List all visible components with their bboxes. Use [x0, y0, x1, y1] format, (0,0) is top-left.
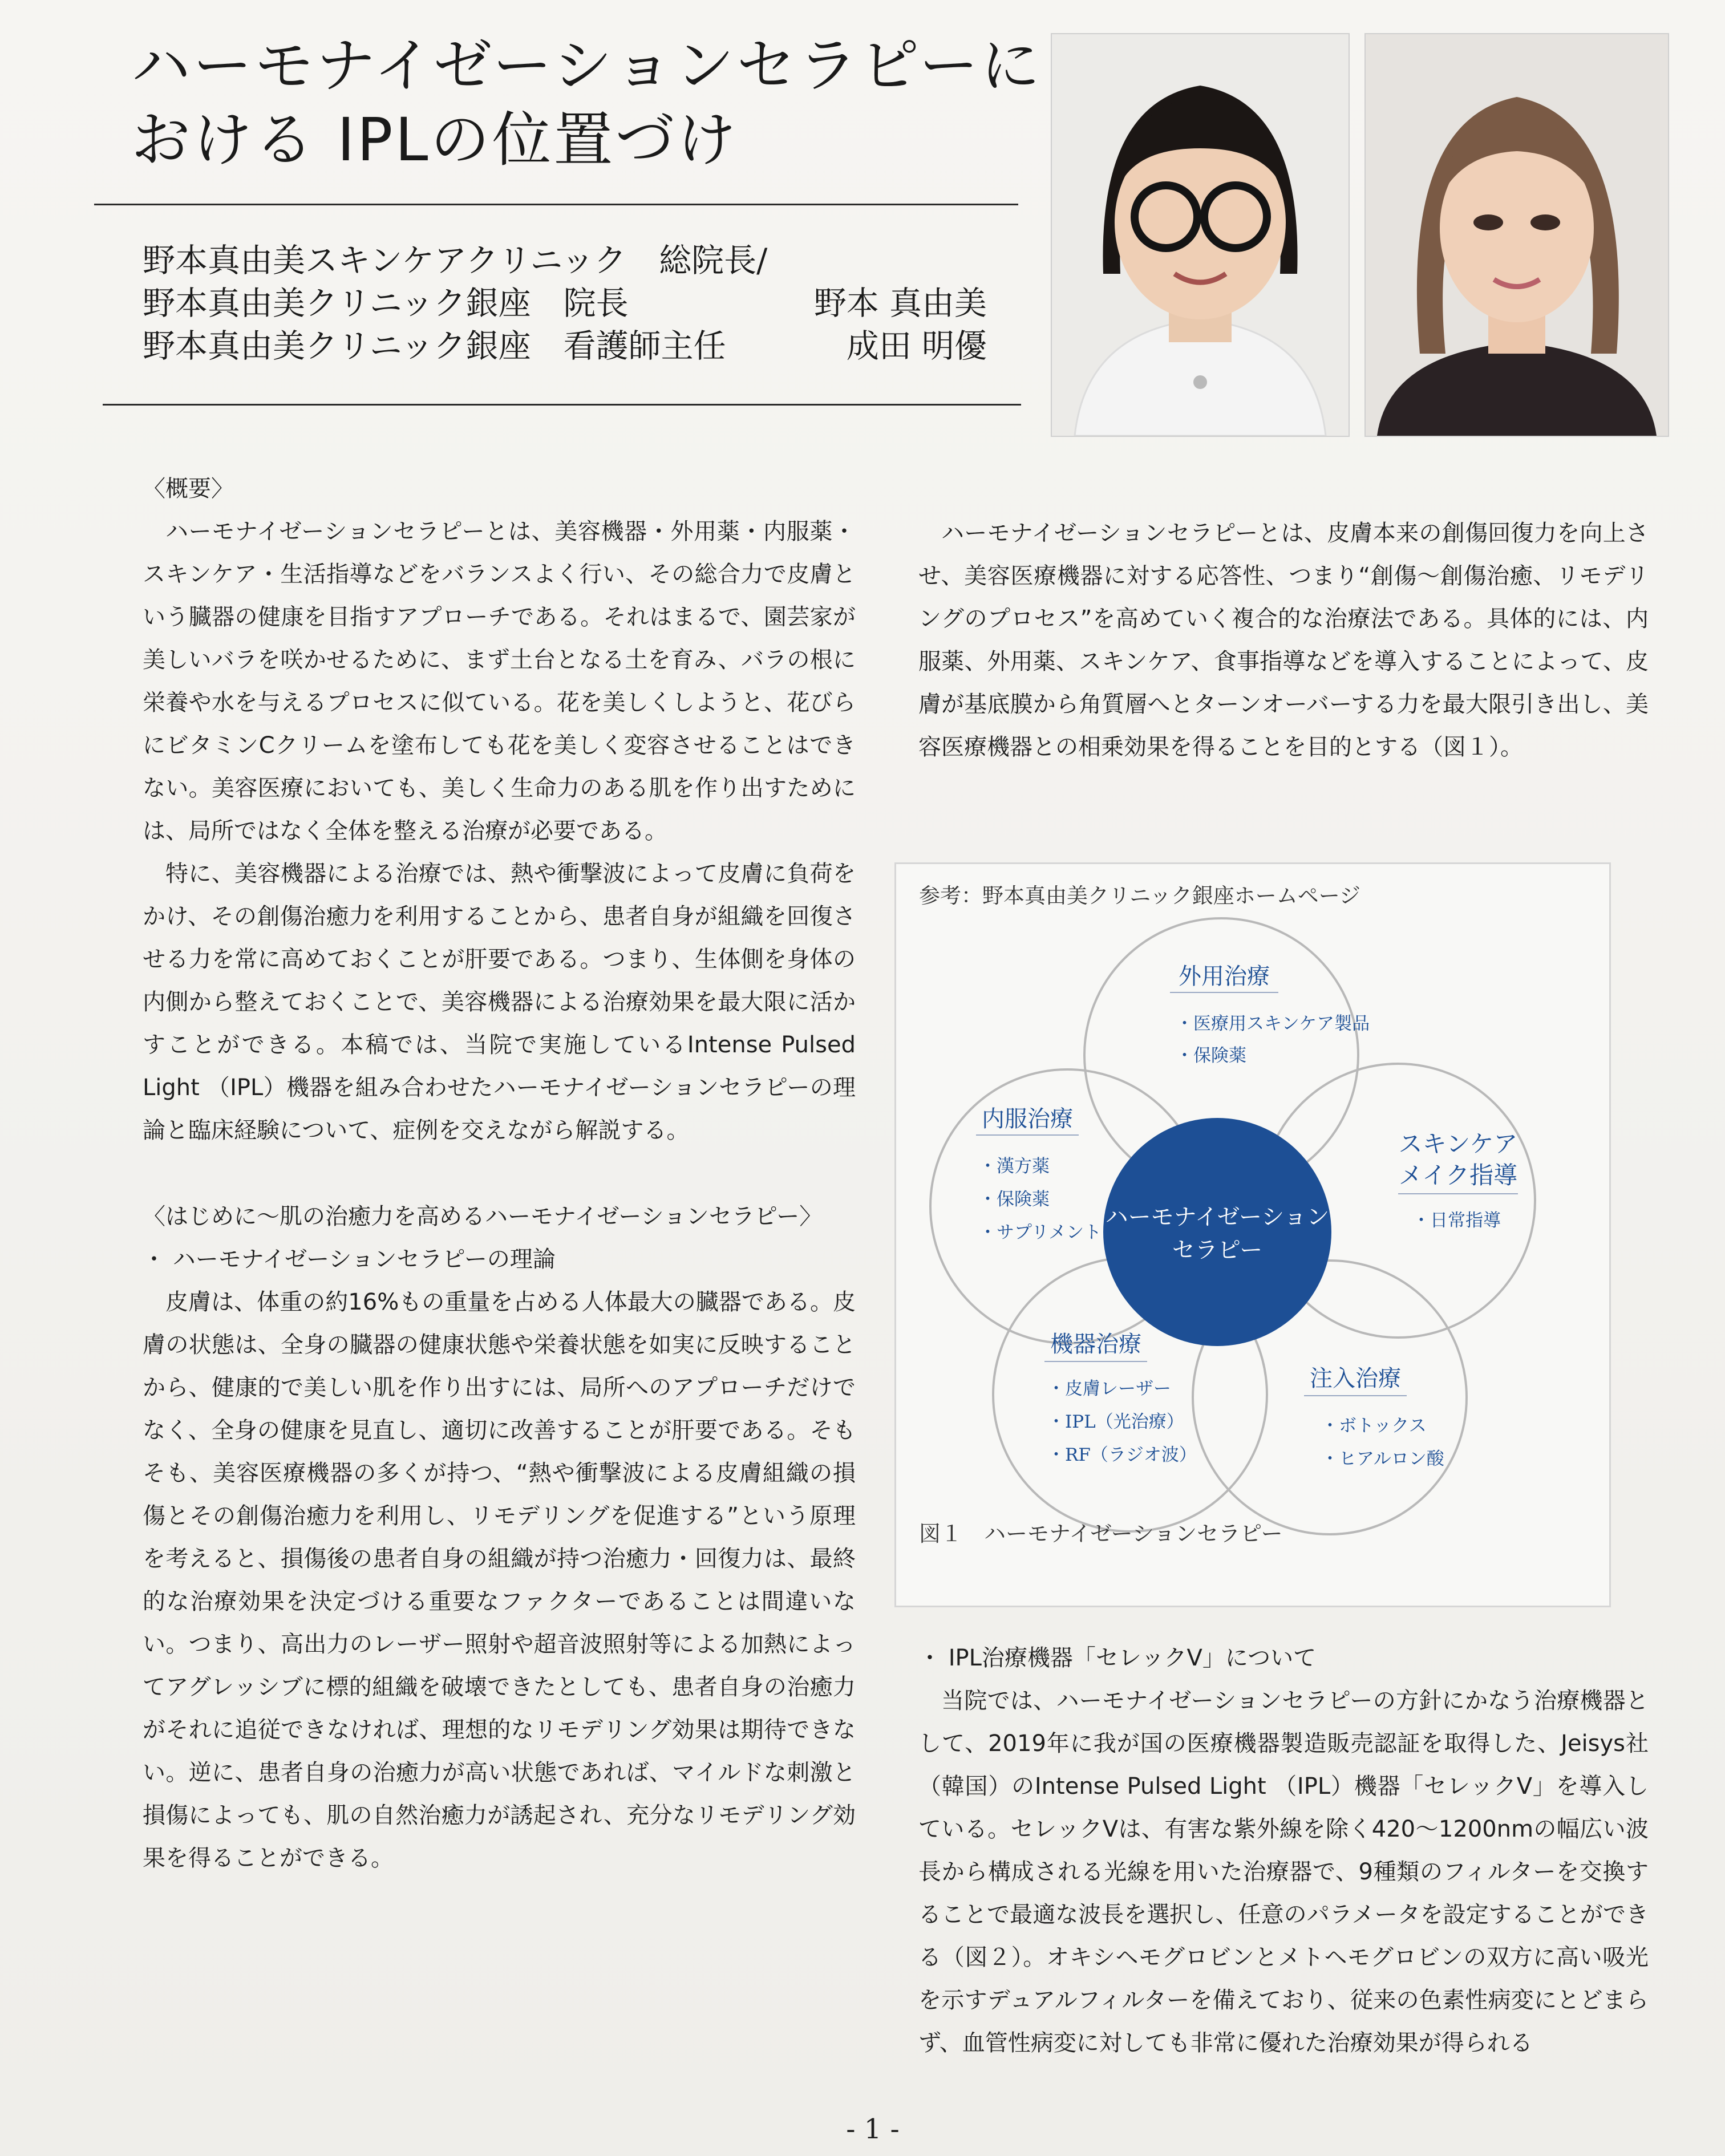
title-line-1: ハーモナイゼーションセラピーに — [131, 31, 1043, 100]
summary-paragraph-2: 特に、美容機器による治療では、熱や衝撃波によって皮膚に負荷をかけ、その創傷治癒力を利用することから、患者自身が組織を回復させる力を常に高めておくことが肝要である。つまり、生体側を身体の内側から整えておくことで、美容機器による治療効果を最大限に活かすことができる。本稿では、当院で実施しているIntense Pulsed Light （IPL）機器を組み合わせたハーモナイゼーションセラピーの理論と臨床経験について、症例を交えながら解説する。 — [143, 861, 856, 1144]
author-photo-2 — [1364, 33, 1669, 437]
author-affiliation-1: 野本真由美スキンケアクリニック 総院長/ — [143, 242, 768, 279]
author-block — [143, 240, 1032, 368]
author-name-2: 成田 明優 — [846, 327, 987, 365]
author-affiliation-3: 野本真由美クリニック銀座 看護師主任 — [143, 327, 726, 365]
theory-heading: ・ ハーモナイゼーションセラピーの理論 — [143, 1246, 556, 1272]
oral-title: 内服治療 — [982, 1106, 1073, 1132]
device-item-2: ・IPL（光治療） — [1047, 1412, 1184, 1432]
oral-item-2: ・保険薬 — [979, 1189, 1050, 1210]
skincare-item-1: ・日常指導 — [1412, 1210, 1501, 1231]
title-rule-top — [94, 204, 1018, 205]
page-number: - 1 - — [846, 2113, 900, 2145]
skincare-title-2: メイク指導 — [1398, 1161, 1518, 1189]
article-title — [131, 29, 1044, 177]
device-item-3: ・RF（ラジオ波） — [1047, 1445, 1197, 1465]
author-affiliation-2: 野本真由美クリニック銀座 院長 — [143, 285, 629, 322]
skincare-title-1: スキンケア — [1398, 1130, 1518, 1158]
theory-paragraph-1: 皮膚は、体重の約16%もの重量を占める人体最大の臓器である。皮膚の状態は、全身の臓器の健康状態や栄養状態を如実に反映することから、健康的で美しい肌を作り出すには、局所へのアプローチだけでなく、全身の健康を見直し、適切に改善することが肝要である。そもそも、美容医療機器の多くが持つ、“熱や衝撃波による皮膚組織の損傷とその創傷治癒力を利用し、リモデリングを促進する”という原理を考えると、損傷後の患者自身の組織が持つ治癒力・回復力は、最終的な治療効果を決定づける重要なファクターであることは間違いない。つまり、高出力のレーザー照射や超音波照射等による加熱によってアグレッシブに標的組織を破壊できたとしても、患者自身の治癒力がそれに追従できなければ、理想的なリモデリング効果は期待できない。逆に、患者自身の治癒力が高い状態であれば、マイルドな刺激と損傷によっても、肌の自然治癒力が誘起され、充分なリモデリング効果を得ることができる。 — [143, 1289, 856, 1871]
summary-heading: 〈概要〉 — [143, 476, 234, 502]
left-column — [143, 468, 856, 1880]
injection-item-2: ・ヒアルロン酸 — [1321, 1449, 1444, 1469]
center-label-line-1: ハーモナイゼーション — [1105, 1204, 1330, 1230]
center-label-line-2: セラピー — [1172, 1237, 1263, 1263]
author-photo-1 — [1051, 33, 1350, 437]
topical-item-2: ・保険薬 — [1176, 1045, 1246, 1066]
right-column-top — [918, 512, 1649, 769]
oral-item-1: ・漢方薬 — [979, 1156, 1050, 1177]
injection-item-1: ・ボトックス — [1321, 1416, 1427, 1436]
center-circle — [1103, 1118, 1331, 1346]
summary-paragraph-1: ハーモナイゼーションセラピーとは、美容機器・外用薬・内服薬・スキンケア・生活指導などをバランスよく行い、その総合力で皮膚という臓器の健康を目指すアプローチである。それはまるで、園芸家が美しいバラを咲かせるために、まず土台となる土を育み、バラの根に栄養や水を与えるプロセスに似ている。花を美しくしようと、花びらにビタミンCクリームを塗布しても花を美しく変容させることはできない。美容医療においても、美しく生命力のある肌を作り出すためには、局所ではなく全体を整える治療が必要である。 — [143, 518, 856, 844]
figure-source: 参考：野本真由美クリニック銀座ホームページ — [919, 884, 1361, 908]
oral-item-3: ・サプリメント — [979, 1222, 1102, 1243]
right-paragraph-1: ハーモナイゼーションセラピーとは、皮膚本来の創傷回復力を向上させ、美容医療機器に対する応答性、つまり“創傷～創傷治癒、リモデリングのプロセス”を高めていく複合的な治療法である。具体的には、内服薬、外用薬、スキンケア、食事指導などを導入することによって、皮膚が基底膜から角質層へとターンオーバーする力を最大限引き出し、美容医療機器との相乗効果を得ることを目的とする（図１）。 — [918, 520, 1649, 760]
ipl-heading: ・ IPL治療機器「セレックV」について — [918, 1645, 1317, 1671]
ipl-paragraph-1: 当院では、ハーモナイゼーションセラピーの方針にかなう治療機器として、2019年に我が国の医療機器製造販売認証を取得した、Jeisys社（韓国）のIntense Pulsed Light （IPL）機器「セレックV」を導入している。セレックVは、有害な紫外線を除く420～1200nmの幅広い波長から構成される光線を用いた治療器で、9種類のフィルターを交換することで最適な波長を選択し、任意のパラメータを設定することができる（図２）。オキシヘモグロビンとメトヘモグロビンの双方に高い吸光を示すデュアルフィルターを備えており、従来の色素性病変にとどまらず、血管性病変に対しても非常に優れた治療効果が得られる — [918, 1688, 1649, 2056]
figure-caption: 図１ ハーモナイゼーションセラピー — [919, 1521, 1283, 1546]
figure-1 — [894, 862, 1611, 1607]
topical-title: 外用治療 — [1179, 963, 1270, 990]
author-name-1: 野本 真由美 — [813, 285, 987, 322]
device-item-1: ・皮膚レーザー — [1047, 1379, 1171, 1399]
device-title: 機器治療 — [1050, 1331, 1141, 1357]
intro-heading: 〈はじめに～肌の治癒力を高めるハーモナイゼーションセラピー〉 — [143, 1203, 823, 1230]
title-rule-bottom — [103, 404, 1021, 406]
right-column-bottom — [918, 1637, 1649, 2065]
injection-title: 注入治療 — [1310, 1365, 1401, 1392]
topical-item-1: ・医療用スキンケア製品 — [1176, 1014, 1370, 1034]
title-line-2: おける IPLの位置づけ — [131, 105, 739, 175]
